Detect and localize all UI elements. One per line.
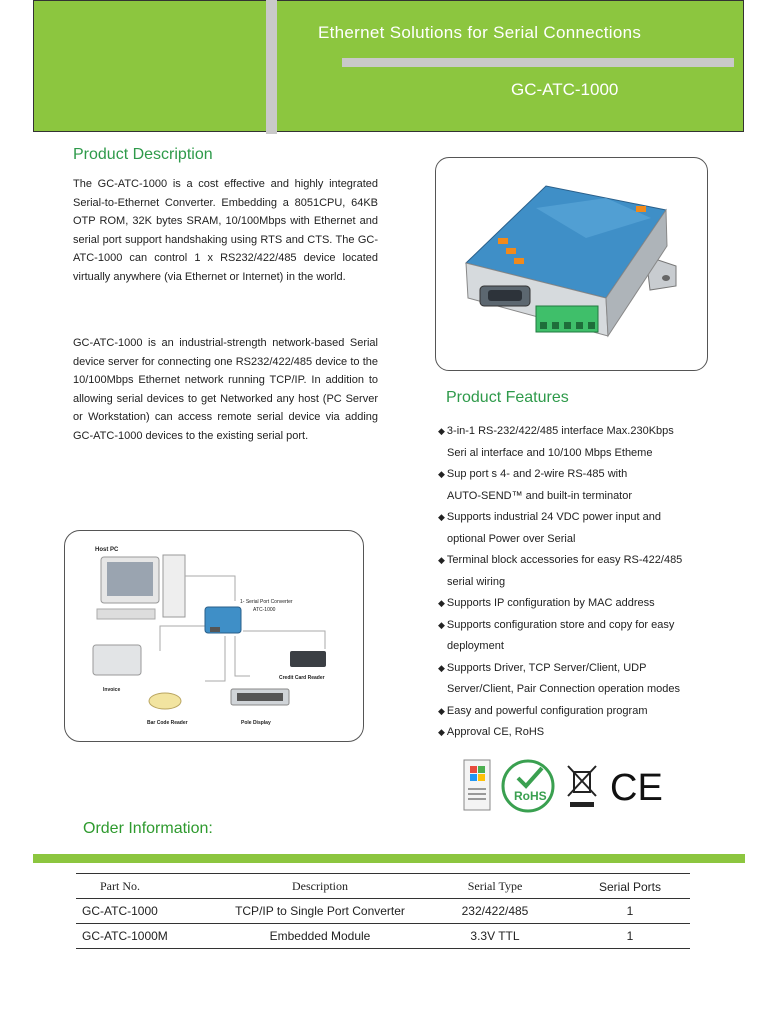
diamond-bullet-icon: ◆ xyxy=(438,555,445,565)
column-header-part-no: Part No. xyxy=(76,874,220,899)
certification-logos xyxy=(462,758,662,814)
feature-line-2: deployment xyxy=(447,640,504,652)
cell-serial-type: 232/422/485 xyxy=(420,899,570,924)
banner-vertical-bar xyxy=(266,0,277,134)
column-header-serial-type: Serial Type xyxy=(420,874,570,899)
product-description-heading: Product Description xyxy=(73,146,213,163)
weee-bin-icon xyxy=(568,766,596,807)
barcode-reader-icon xyxy=(149,693,181,709)
feature-item xyxy=(438,701,738,723)
network-diagram-frame xyxy=(64,530,364,742)
feature-line-1: 3-in-1 RS-232/422/485 interface Max.230Kbps xyxy=(446,425,674,437)
banner-tagline: Ethernet Solutions for Serial Connections xyxy=(318,23,642,42)
cell-description: TCP/IP to Single Port Converter xyxy=(220,899,420,924)
feature-line-2: Server/Client, Pair Connection operation modes xyxy=(447,683,680,695)
windows-logo-icon xyxy=(464,760,490,810)
converter-port xyxy=(210,627,220,632)
pc-screen xyxy=(107,562,153,596)
network-diagram xyxy=(65,531,363,741)
ce-mark: CE xyxy=(610,767,662,809)
feature-item xyxy=(438,615,738,658)
feature-item xyxy=(438,464,738,507)
feature-line-1: Approval CE, RoHS xyxy=(446,726,545,738)
feature-item xyxy=(438,658,738,701)
keyboard-icon xyxy=(97,609,155,619)
diagram-label-invoice: Invoice xyxy=(103,687,121,693)
feature-line-1: Supports IP configuration by MAC address xyxy=(446,597,655,609)
feature-line-1: Sup port s 4- and 2-wire RS-485 with xyxy=(446,468,628,480)
cell-serial-ports: 1 xyxy=(570,924,690,949)
description-paragraph-1: The GC-ATC-1000 is a cost effective and highly integrated Serial-to-Ethernet Converter. Embedding a 8051CPU, 64KB OTP ROM, 32K bytes SRAM, 10/100Mbps with Ethernet and serial port support handshaking using RTS and CTS. The GC-ATC-1000 can control 1 x RS232/422/485 device located virtually anywhere (via Ethernet or Internet) in the world. xyxy=(73,178,378,283)
column-header-serial-ports: Serial Ports xyxy=(570,874,690,899)
diamond-bullet-icon: ◆ xyxy=(438,727,445,737)
description-paragraph-2: GC-ATC-1000 is an industrial-strength network-based Serial device server for connecting one RS232/422/485 device to the 10/100Mbps Ethernet network running TCP/IP. In addition to allowing serial devices to get Networked any host (PC Server or Workstation) can access remote serial device via adding GC-ATC-1000 devices to the existing serial port. xyxy=(73,337,378,442)
table-row xyxy=(76,924,690,949)
banner-horizontal-bar xyxy=(342,58,734,67)
diagram-label-converter: 1- Serial Port Converter xyxy=(240,599,293,605)
order-information-heading: Order Information: xyxy=(83,820,213,837)
invoice-printer-icon xyxy=(93,645,141,675)
feature-item xyxy=(438,507,738,550)
features-list xyxy=(438,421,738,744)
diamond-bullet-icon: ◆ xyxy=(438,426,445,436)
cell-serial-type: 3.3V TTL xyxy=(420,924,570,949)
diamond-bullet-icon: ◆ xyxy=(438,512,445,522)
pole-display-screen xyxy=(237,693,283,701)
feature-line-1: Supports configuration store and copy for easy xyxy=(446,618,675,631)
feature-line-2: optional Power over Serial xyxy=(447,532,576,545)
order-table xyxy=(76,873,690,949)
credit-card-reader-icon xyxy=(290,651,326,667)
diamond-bullet-icon: ◆ xyxy=(438,662,445,673)
diamond-bullet-icon: ◆ xyxy=(438,619,445,630)
feature-line-2: AUTO-SEND™ and built-in terminator xyxy=(447,489,633,502)
diamond-bullet-icon: ◆ xyxy=(438,469,445,479)
product-photo-frame xyxy=(435,157,708,371)
diamond-bullet-icon: ◆ xyxy=(438,705,445,716)
rohs-logo-icon xyxy=(503,761,553,811)
feature-line-2: Seri al interface and 10/100 Mbps Etheme xyxy=(447,446,653,459)
feature-line-1: Terminal block accessories for easy RS-422/485 xyxy=(446,554,683,566)
feature-line-1: Supports Driver, TCP Server/Client, UDP xyxy=(446,661,647,674)
diagram-label-host-pc: Host PC xyxy=(95,547,119,553)
diagram-label-converter-model: ATC-1000 xyxy=(253,607,276,613)
led-4 xyxy=(636,206,646,212)
green-divider xyxy=(33,854,745,863)
column-header-description: Description xyxy=(220,874,420,899)
led-1 xyxy=(498,238,508,244)
rohs-text: RoHS xyxy=(514,789,547,803)
diamond-bullet-icon: ◆ xyxy=(438,598,445,608)
feature-line-1: Easy and powerful configuration program xyxy=(446,704,648,717)
feature-item xyxy=(438,421,738,464)
led-2 xyxy=(506,248,516,254)
feature-line-1: Supports industrial 24 VDC power input and xyxy=(446,511,661,523)
feature-item xyxy=(438,722,738,744)
table-row xyxy=(76,899,690,924)
feature-item xyxy=(438,593,738,615)
order-table-header xyxy=(76,874,690,899)
diagram-label-bar-code: Bar Code Reader xyxy=(147,720,188,726)
header-banner xyxy=(33,0,744,132)
mounting-hole xyxy=(662,275,670,281)
cell-description: Embedded Module xyxy=(220,924,420,949)
cell-part-no: GC-ATC-1000M xyxy=(76,924,220,949)
pc-tower-icon xyxy=(163,555,185,617)
feature-line-2: serial wiring xyxy=(447,575,506,588)
product-photo xyxy=(436,158,707,370)
feature-item xyxy=(438,550,738,593)
banner-model-name: GC-ATC-1000 xyxy=(511,80,619,99)
led-3 xyxy=(514,258,524,264)
db9-socket xyxy=(488,290,522,301)
cell-part-no: GC-ATC-1000 xyxy=(76,899,220,924)
cell-serial-ports: 1 xyxy=(570,899,690,924)
product-features-heading: Product Features xyxy=(446,389,569,406)
diagram-label-pole-display: Pole Display xyxy=(241,720,271,726)
diagram-label-credit-card: Credit Card Reader xyxy=(279,675,325,681)
